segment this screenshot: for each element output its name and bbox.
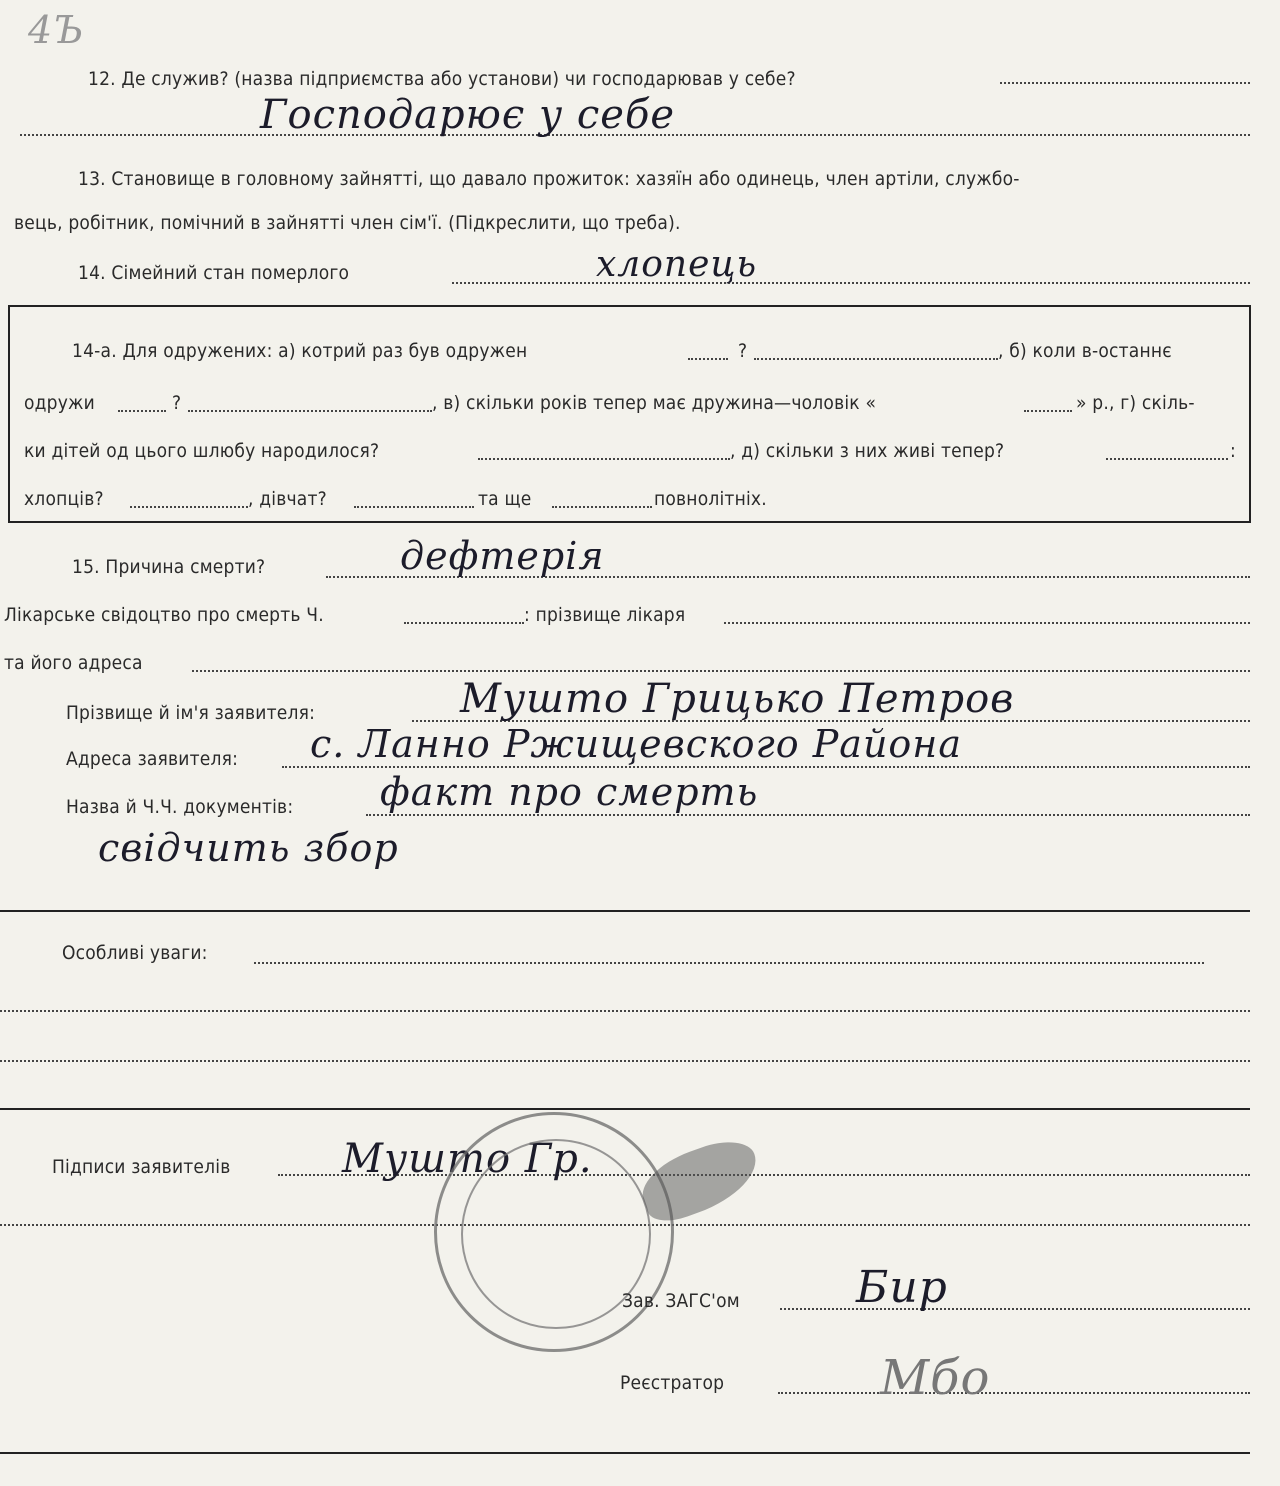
q14a-line3b: , д) скільки з них живі тепер? xyxy=(730,440,1005,462)
q14a-line2a: одружи xyxy=(24,392,95,414)
applicant-name-value: Мушто Грицько Петров xyxy=(460,676,1015,722)
q14a-line4-blank3 xyxy=(552,506,652,508)
applicant-address-value: с. Ланно Ржищевского Района xyxy=(310,722,962,766)
q14a-line3-colon: : xyxy=(1230,440,1236,462)
official-stamp xyxy=(434,1112,674,1352)
ink-blot xyxy=(633,1131,766,1228)
q14a-line2-blank2 xyxy=(188,410,432,412)
medical-number-line xyxy=(404,622,524,624)
q14a-line1a: 14-а. Для одружених: а) котрий раз був одружен xyxy=(72,340,528,362)
section-divider-3 xyxy=(0,1452,1250,1454)
q14a-line4c: та ще xyxy=(478,488,532,510)
zags-head-line xyxy=(780,1308,1250,1310)
q15-answer: дефтерія xyxy=(400,534,605,578)
notes-label: Особливі уваги: xyxy=(62,942,208,964)
q14a-line2-blank1 xyxy=(118,410,166,412)
q14a-line1b: , б) коли в-останнє xyxy=(998,340,1172,362)
zags-head-label: Зав. ЗАГС'ом xyxy=(622,1290,740,1312)
applicant-docs-line xyxy=(366,814,1250,816)
q14a-line4b: , дівчат? xyxy=(248,488,327,510)
registrar-line xyxy=(778,1392,1250,1394)
notes-line-1 xyxy=(254,962,1204,964)
q14-label: 14. Сімейний стан померлого xyxy=(78,262,350,284)
registrar-label: Реєстратор xyxy=(620,1372,725,1394)
applicant-signature: Мушто Гр. xyxy=(342,1136,593,1182)
medical-doctor-label: : прізвище лікаря xyxy=(524,604,686,626)
notes-line-3 xyxy=(0,1060,1250,1062)
q14a-line3-blank2 xyxy=(1106,458,1228,460)
applicant-name-label: Прізвище й ім'я заявителя: xyxy=(66,702,316,724)
q14a-line4a: хлопців? xyxy=(24,488,104,510)
q13-line2: вець, робітник, помічний в зайнятті член сім'ї. (Підкреслити, що треба). xyxy=(14,212,681,234)
registrar-signature: Мбо xyxy=(880,1350,991,1406)
q14a-line4-blank1 xyxy=(130,506,248,508)
q12-answer: Господарює у себе xyxy=(260,92,676,138)
medical-address-line xyxy=(192,670,1250,672)
medical-doctor-line xyxy=(724,622,1250,624)
q15-label: 15. Причина смерти? xyxy=(72,556,266,578)
medical-label: Лікарське свідоцтво про смерть Ч. xyxy=(4,604,324,626)
applicant-address-line xyxy=(282,766,1250,768)
section-divider-2 xyxy=(0,1108,1250,1110)
q14a-line1-blank1 xyxy=(688,358,728,360)
q14a-line3a: ки дітей од цього шлюбу народилося? xyxy=(24,440,380,462)
medical-address-label: та його адреса xyxy=(4,652,143,674)
q14a-line4d: повнолітніх. xyxy=(654,488,767,510)
applicant-docs-value-1: факт про смерть xyxy=(380,770,759,814)
q14a-line2-blank3 xyxy=(1024,410,1072,412)
q14a-line1-q: ? xyxy=(738,340,748,362)
corner-pencil-mark: 4Ъ xyxy=(28,8,85,52)
q14a-line3-blank1 xyxy=(478,458,730,460)
q12-line-1 xyxy=(1000,82,1250,84)
q14a-line2b: , в) скільки років тепер має дружина—чоловік « xyxy=(432,392,877,414)
q14a-line2-q: ? xyxy=(172,392,182,414)
applicant-docs-label: Назва й Ч.Ч. документів: xyxy=(66,796,294,818)
q14a-box xyxy=(8,305,1251,523)
q13-line1: 13. Становище в головному зайнятті, що давало прожиток: хазяїн або одинець, член артіли, службо- xyxy=(78,168,1020,190)
zags-head-signature: Бир xyxy=(856,1262,948,1313)
q14a-line1-blank2 xyxy=(754,358,998,360)
applicant-address-label: Адреса заявителя: xyxy=(66,748,239,770)
q14a-line2c: » р., г) скіль- xyxy=(1076,392,1195,414)
q14-answer: хлопець xyxy=(596,244,758,285)
section-divider-1 xyxy=(0,910,1250,912)
signatures-label: Підписи заявителів xyxy=(52,1156,231,1178)
q12-label: 12. Де служив? (назва підприємства або установи) чи господарював у себе? xyxy=(88,68,796,90)
notes-line-2 xyxy=(0,1010,1250,1012)
q14a-line4-blank2 xyxy=(354,506,474,508)
applicant-docs-value-2: свідчить збор xyxy=(98,826,399,870)
q14-line xyxy=(452,282,1250,284)
